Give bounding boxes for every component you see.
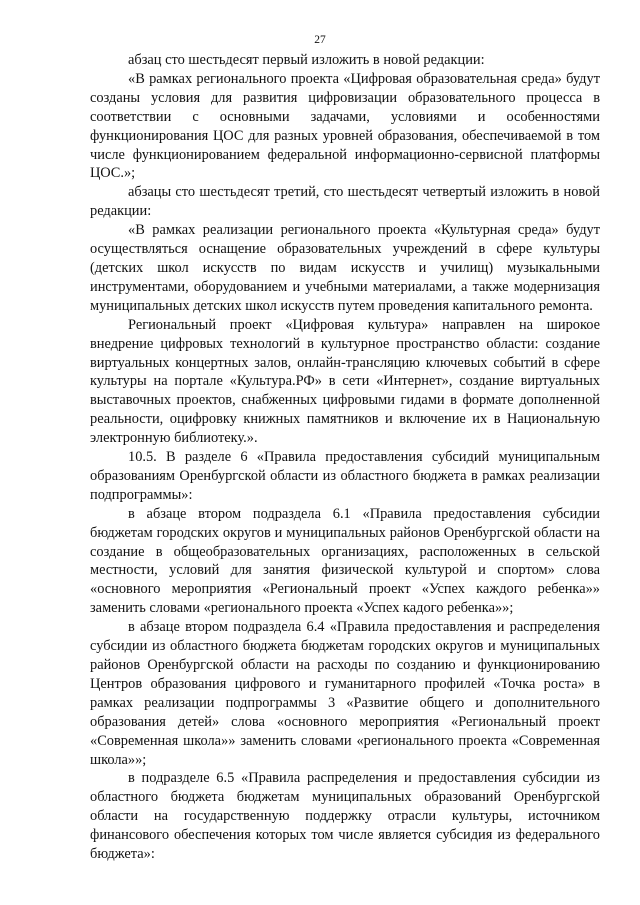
paragraph-7: в абзаце втором подраздела 6.1 «Правила предоставления субсидии бюджетам городских округов и муниципальных районов Оренбургской области на создание в общеобразовательных организациях, расположенных в сельской местности, условий для занятия физической культурой и спортом» слова «основного мероприятия «Региональный проект «Успех каждого ребенка»» заменить словами «регионального проекта «Успех кадого ребенка»»; bbox=[90, 505, 600, 617]
paragraph-6: 10.5. В разделе 6 «Правила предоставления субсидий муниципальным образованиям Оренбургской области из областного бюджета в рамках реализации подпрограммы»: bbox=[90, 449, 600, 503]
paragraph-5: Региональный проект «Цифровая культура» направлен на широкое внедрение цифровых технологий в культурное пространство области: создание виртуальных концертных залов, онлайн-трансляцию ключевых событий в сфере культуры на портале «Культура.РФ» в сети «Интернет», создание виртуальных выставочных проектов, снабженных цифровыми гидами в формате дополненной реальности, оцифровку книжных памятников и включение их в Национальную электронную библиотеку.». bbox=[90, 316, 600, 447]
paragraph-2: «В рамках регионального проекта «Цифровая образовательная среда» будут созданы условия для развития цифровизации образовательного процесса в соответствии с основными задачами, условиями и особенностями функционирования ЦОС для разных уровней образования, обеспечиваемой в том числе функционированием федеральной информационно-сервисной платформы ЦОС.»; bbox=[90, 70, 600, 182]
document-body bbox=[90, 51, 600, 864]
paragraph-3: абзацы сто шестьдесят третий, сто шестьдесят четвертый изложить в новой редакции: bbox=[90, 184, 600, 220]
paragraph-9: в подразделе 6.5 «Правила распределения и предоставления субсидии из областного бюджета бюджетам муниципальных образований Оренбургской области на государственную поддержку отрасли культуры, источником финансового обеспечения которых том числе является субсидия из федерального бюджета»: bbox=[90, 770, 600, 863]
paragraph-4: «В рамках реализации регионального проекта «Культурная среда» будут осуществляться оснащение образовательных учреждений в сфере культуры (детских школ искусств по видам искусств и училищ) музыкальными инструментами, оборудованием и учебными материалами, а также модернизация муниципальных детских школ искусств путем проведения капитального ремонта. bbox=[90, 222, 600, 314]
paragraph-8: в абзаце втором подраздела 6.4 «Правила предоставления и распределения субсидии из областного бюджета бюджетам городских округов и муниципальных районов Оренбургской области на расходы по созданию и функционированию Центров образования цифрового и гуманитарного профилей «Точка роста» в рамках реализации подпрограммы 3 «Развитие общего и дополнительного образования детей» слова «основного мероприятия «Региональный проект «Современная школа»» заменить словами «регионального проекта «Современная школа»»; bbox=[90, 619, 600, 768]
page-number: 27 bbox=[314, 34, 326, 46]
paragraph-1: абзац сто шестьдесят первый изложить в новой редакции: bbox=[128, 52, 485, 68]
